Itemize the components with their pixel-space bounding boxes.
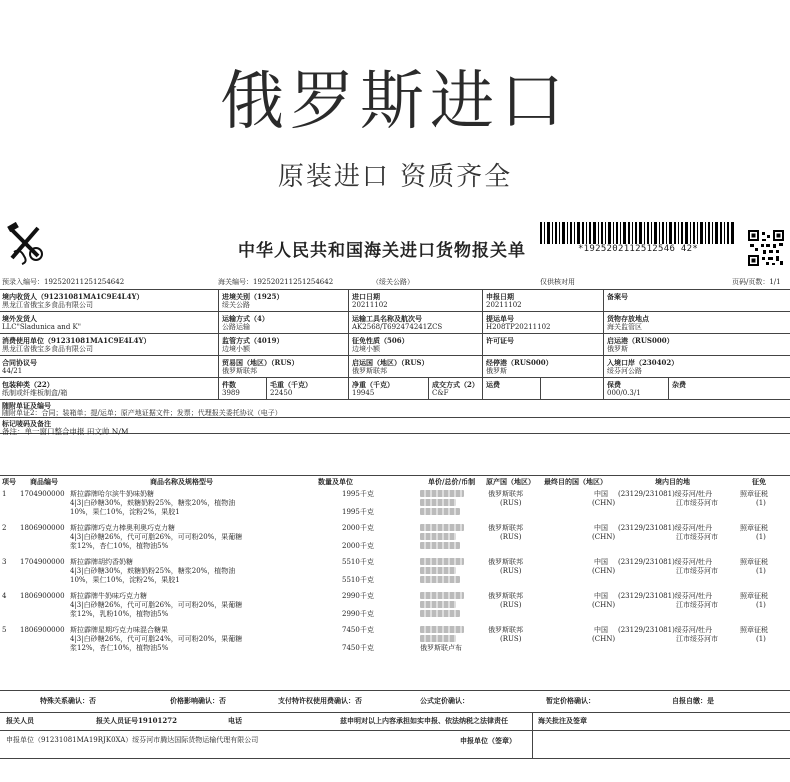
- row-qty: 2000千克: [342, 524, 374, 532]
- row-dest: 中国: [594, 558, 608, 566]
- import-date-label: 进口日期: [352, 292, 380, 301]
- declare-date-value: 20211102: [486, 301, 522, 309]
- import-date-value: 20211102: [352, 301, 388, 309]
- self-tax: 自报自缴：是: [672, 696, 714, 705]
- row-code: 1704900000: [20, 558, 65, 566]
- entry-port-value: 绥关公路: [222, 301, 250, 309]
- origin-country-value: 俄罗斯联邦: [352, 367, 387, 375]
- row-code: 1704900000: [20, 490, 65, 498]
- row-dest: 中国: [594, 524, 608, 532]
- row-no: 1: [2, 490, 7, 498]
- row-dest: 中国: [594, 626, 608, 634]
- bill-label: 提运单号: [486, 314, 514, 323]
- royalty-confirm: 支付特许权使用费确认：否: [278, 696, 362, 705]
- via-port-value: 俄罗斯: [486, 367, 507, 375]
- pack-label: 包装种类（22）: [2, 380, 54, 389]
- row-no: 4: [2, 592, 7, 600]
- pieces-value: 3989: [222, 389, 240, 397]
- trade-country-value: 俄罗斯联邦: [222, 367, 257, 375]
- row-dest-code: (CHN): [592, 635, 616, 643]
- row-tax: 照章征税: [740, 490, 768, 498]
- row-qty: 1995千克: [342, 490, 374, 498]
- row-tax: 照章征税: [740, 626, 768, 634]
- customs-emblem-icon: [6, 222, 46, 266]
- row-origin: 俄罗斯联邦: [488, 626, 523, 634]
- user-label: 消费使用单位（91231081MA1C9E4L4Y）: [2, 336, 151, 345]
- contract-label: 合同协议号: [2, 358, 37, 367]
- vehicle-value: AK2568/T692474241ZCS: [352, 323, 443, 331]
- supervision-label: 监管方式（4019）: [222, 336, 284, 345]
- misc-label: 杂费: [672, 380, 686, 389]
- row-dest-code: (CHN): [592, 567, 616, 575]
- declare-date-label: 申报日期: [486, 292, 514, 301]
- supervision-value: 边境小额: [222, 345, 250, 353]
- row-tax-code: (1): [756, 533, 766, 541]
- shipper-value: LLC"Sladunica and K": [2, 323, 81, 331]
- col-header-tax: 征免: [752, 477, 766, 486]
- hero-title: 俄罗斯进口: [220, 65, 570, 139]
- gross-label: 毛重（千克）: [270, 380, 312, 389]
- row-dest-code: (CHN): [592, 533, 616, 541]
- row-spec: 4|3|白砂糖26%，代可可脂26%，可可粉20%，果葡糖: [70, 601, 243, 609]
- entry-site-label: 入境口岸（230402）: [607, 358, 679, 367]
- row-spec-2: 10%，果仁10%，淀粉2%，果胶1: [70, 508, 180, 516]
- trade-country-label: 贸易国（地区）（RUS）: [222, 358, 299, 367]
- price-impact: 价格影响确认：否: [170, 696, 226, 705]
- row-spec-2: 浆12%，杏仁10%，植物油5%: [70, 644, 169, 652]
- col-header-price: 单价/总价/币制: [428, 477, 476, 486]
- row-qty: 7450千克: [342, 626, 374, 634]
- pack-value: 纸制或纤维板制盒/箱: [2, 389, 68, 397]
- shipper-label: 境外发货人: [2, 314, 37, 323]
- row-qty: 2990千克: [342, 592, 374, 600]
- row-dest-code: (CHN): [592, 601, 616, 609]
- row-tax: 照章征税: [740, 558, 768, 566]
- special-relation: 特殊关系确认：否: [40, 696, 96, 705]
- row-name: 斯拉霹牌星期巧克力味混合糖果: [70, 626, 168, 634]
- transport-value: 公路运输: [222, 323, 250, 331]
- statement: 兹申明对以上内容承担如实申报、依法纳税之法律责任: [340, 716, 508, 725]
- row-tax: 照章征税: [740, 592, 768, 600]
- temp-price: 暂定价格确认：: [546, 696, 595, 705]
- row-spec: 4|3|白砂糖26%，代可可脂26%，可可粉20%，果葡糖: [70, 533, 243, 541]
- row-origin: 俄罗斯联邦: [488, 524, 523, 532]
- barcode-icon: [540, 222, 736, 244]
- col-header-qty: 数量及单位: [318, 477, 353, 486]
- insurance-value: 000/0.3/1: [607, 389, 641, 397]
- row-code: 1806900000: [20, 524, 65, 532]
- col-header-dest: 最终目的国（地区）: [544, 477, 607, 486]
- tax-value: 边境小额: [352, 345, 380, 353]
- row-name: 斯拉霹牌哈尔滨牛奶味奶糖: [70, 490, 154, 498]
- deal-value: C&F: [432, 389, 449, 397]
- row-origin-code: (RUS): [500, 499, 522, 507]
- declaration-form: [0, 289, 790, 759]
- phone: 电话: [228, 716, 242, 725]
- row-tax: 照章征税: [740, 524, 768, 532]
- row-domestic: (23129/231081)绥芬河/牡丹: [618, 490, 713, 498]
- vehicle-label: 运输工具名称及航次号: [352, 314, 422, 323]
- page-count: 页码/页数：1/1: [732, 278, 781, 286]
- row-qty-2: 1995千克: [342, 508, 374, 516]
- row-qty-2: 2000千克: [342, 542, 374, 550]
- row-tax-code: (1): [756, 567, 766, 575]
- bill-value: H208TP20211102: [486, 323, 551, 331]
- row-origin: 俄罗斯联邦: [488, 592, 523, 600]
- declaring-unit: 申报单位（91231081MA19RJK0XA）绥芬河市腾达国际货物运输代理有限公司: [6, 736, 259, 744]
- col-header-domestic: 境内目的地: [655, 477, 690, 486]
- row-code: 1806900000: [20, 592, 65, 600]
- formula-price: 公式定价确认：: [420, 696, 469, 705]
- row-tax-code: (1): [756, 635, 766, 643]
- col-header-code: 商品编号: [30, 477, 58, 486]
- row-tax-code: (1): [756, 499, 766, 507]
- barcode-text: *1925202112512546 42*: [577, 244, 699, 254]
- row-domestic-2: 江市绥芬河市: [676, 533, 718, 541]
- row-name: 斯拉霹牌巧克力棒奥利奥巧克力糖: [70, 524, 175, 532]
- deal-label: 成交方式（2）: [432, 380, 479, 389]
- entry-port-label: 进境关别（1925）: [222, 292, 284, 301]
- pre-entry-number: 预录入编号：192520211251254642: [2, 278, 125, 286]
- origin-port-value: 俄罗斯: [607, 345, 628, 353]
- declaration-title: 中华人民共和国海关进口货物报关单: [238, 241, 526, 261]
- insurance-label: 保费: [607, 380, 621, 389]
- net-value: 19945: [352, 389, 375, 397]
- consignee-value: 黑龙江省俄宝多食品有限公司: [2, 301, 93, 309]
- row-origin-code: (RUS): [500, 601, 522, 609]
- transport-label: 运输方式（4）: [222, 314, 269, 323]
- pieces-label: 件数: [222, 380, 236, 389]
- row-spec-2: 浆12%，杏仁10%，植物油5%: [70, 542, 169, 550]
- row-qty-2: 7450千克: [342, 644, 374, 652]
- docs-label: 随附单证及编号: [2, 401, 51, 410]
- row-domestic: (23129/231081)绥芬河/牡丹: [618, 592, 713, 600]
- row-name: 斯拉霹牌牛奶味巧克力糖: [70, 592, 147, 600]
- row-domestic-2: 江市绥芬河市: [676, 567, 718, 575]
- row-price-note: 俄罗斯联卢布: [420, 644, 462, 652]
- row-domestic-2: 江市绥芬河市: [676, 499, 718, 507]
- customs-office: （绥关公路）: [372, 278, 414, 286]
- user-value: 黑龙江省俄宝多食品有限公司: [2, 345, 93, 353]
- gross-value: 22450: [270, 389, 293, 397]
- marks-value: 备注：单一窗口整合申报 田文帅 N/M: [2, 427, 129, 436]
- marks-label: 标记唛码及备注: [2, 419, 51, 428]
- freight-label: 运费: [486, 380, 500, 389]
- row-qty-2: 5510千克: [342, 576, 374, 584]
- qr-code-icon: [748, 230, 784, 266]
- row-origin-code: (RUS): [500, 533, 522, 541]
- storage-value: 海关监管区: [607, 323, 642, 331]
- row-code: 1806900000: [20, 626, 65, 634]
- row-qty-2: 2990千克: [342, 610, 374, 618]
- customs-number: 海关编号：192520211251254642: [218, 278, 334, 286]
- docs-value: 随附单证2：合同；装箱单；提/运单；原产地证据文件；发票；代理报关委托协议（电子）: [2, 409, 282, 417]
- consignee-label: 境内收货人（91231081MA1C9E4L4Y）: [2, 292, 144, 301]
- row-no: 5: [2, 626, 7, 634]
- license-label: 许可证号: [486, 336, 514, 345]
- hero-subtitle: 原装进口 资质齐全: [277, 162, 513, 192]
- col-header-no: 项号: [2, 477, 16, 486]
- row-spec-2: 浆12%，乳粉10%，植物油5%: [70, 610, 169, 618]
- row-no: 2: [2, 524, 7, 532]
- col-header-origin: 原产国（地区）: [486, 477, 535, 486]
- row-origin: 俄罗斯联邦: [488, 490, 523, 498]
- row-name: 斯拉霹牌胡约香奶糖: [70, 558, 133, 566]
- declarant: 报关人员: [6, 716, 34, 725]
- via-port-label: 经停港（RUS000）: [486, 358, 553, 367]
- tax-label: 征免性质（506）: [352, 336, 409, 345]
- row-spec: 4|3|白砂糖30%，麸糖奶粉25%，糖浆20%，植物油: [70, 499, 236, 507]
- row-qty: 5510千克: [342, 558, 374, 566]
- customs-remark: 海关批注及签章: [538, 716, 587, 725]
- row-origin: 俄罗斯联邦: [488, 558, 523, 566]
- row-origin-code: (RUS): [500, 635, 522, 643]
- contract-value: 44/21: [2, 367, 23, 375]
- row-domestic: (23129/231081)绥芬河/牡丹: [618, 558, 713, 566]
- row-dest: 中国: [594, 592, 608, 600]
- row-dest: 中国: [594, 490, 608, 498]
- col-header-name: 商品名称及规格型号: [150, 477, 213, 486]
- row-spec: 4|3|白砂糖30%，麸糖奶粉25%，糖浆20%，植物油: [70, 567, 236, 575]
- row-spec: 4|3|白砂糖26%，代可可脂24%，可可粉20%，果葡糖: [70, 635, 243, 643]
- row-domestic: (23129/231081)绥芬河/牡丹: [618, 626, 713, 634]
- declarant-cert: 报关人员证号19101272: [96, 716, 177, 725]
- row-dest-code: (CHN): [592, 499, 616, 507]
- net-label: 净重（千克）: [352, 380, 394, 389]
- origin-country-label: 启运国（地区）（RUS）: [352, 358, 429, 367]
- origin-port-label: 启运港（RUS000）: [607, 336, 674, 345]
- row-domestic: (23129/231081)绥芬河/牡丹: [618, 524, 713, 532]
- row-no: 3: [2, 558, 7, 566]
- record-label: 备案号: [607, 292, 628, 301]
- table-row: [0, 624, 790, 668]
- verify-note: 仅供核对用: [540, 278, 575, 286]
- row-tax-code: (1): [756, 601, 766, 609]
- row-origin-code: (RUS): [500, 567, 522, 575]
- row-domestic-2: 江市绥芬河市: [676, 601, 718, 609]
- entry-site-value: 绥芬河公路: [607, 367, 642, 375]
- row-spec-2: 10%，果仁10%，淀粉2%，果胶1: [70, 576, 180, 584]
- storage-label: 货物存放地点: [607, 314, 649, 323]
- row-domestic-2: 江市绥芬河市: [676, 635, 718, 643]
- unit-seal: 申报单位（签章）: [460, 736, 516, 745]
